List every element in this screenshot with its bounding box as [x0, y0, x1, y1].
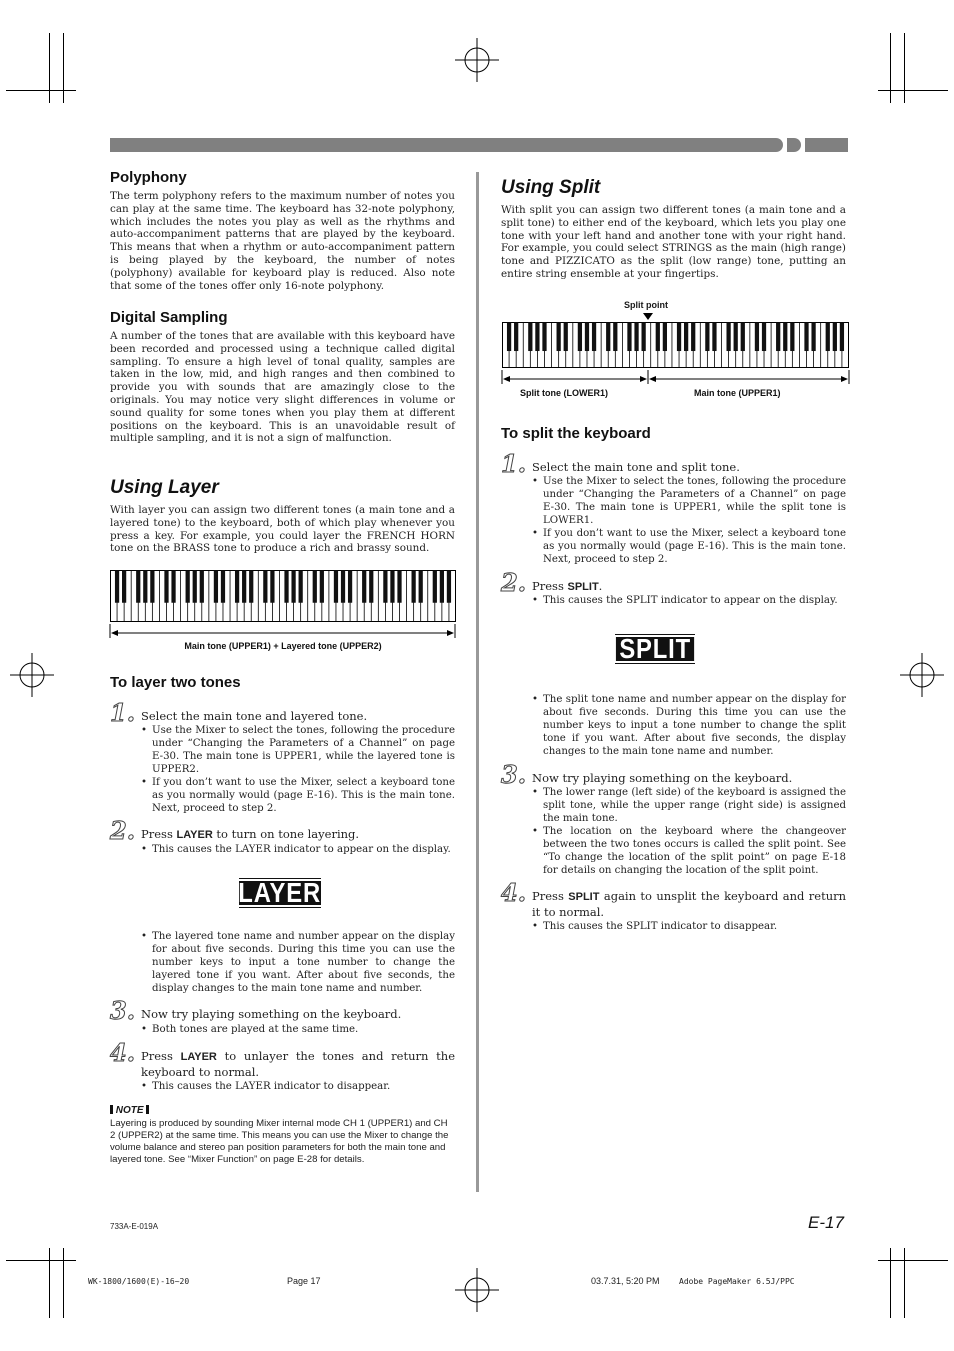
layer-step-4-text: Press LAYER to unlayer the tones and return the keyboard to normal. — [141, 1049, 455, 1079]
layer-keyboard-illustration — [110, 570, 456, 622]
layer-step-3-bullet-1: • Both tones are played at the same time. — [152, 1023, 455, 1036]
split-keyboard-illustration — [502, 322, 849, 368]
black-key — [284, 571, 288, 603]
black-key — [684, 323, 688, 352]
black-key — [790, 323, 794, 352]
split-step-1-bullet-1: • Use the Mixer to select the tones, following the procedure under “Changing the Parameters of a Channel” on page E-30. The main tone is UPPER1, while the split tone is LOWER1. — [543, 475, 846, 527]
split-step-2-bullet-1: • This causes the SPLIT indicator to appear on the display. — [543, 594, 846, 607]
keyboard-frame — [111, 571, 456, 622]
black-key — [242, 571, 246, 603]
black-key — [776, 323, 780, 352]
black-key — [613, 323, 617, 352]
split-point-arrow-icon — [643, 313, 653, 321]
black-key — [606, 323, 610, 352]
black-key — [115, 571, 119, 603]
split-lcd-indicator: SPLIT — [615, 634, 695, 664]
black-key — [291, 571, 295, 603]
black-key — [447, 571, 451, 603]
footer-file: WK-1800/1600(E)-16~20 — [88, 1277, 190, 1286]
layer-step-4-bullet-1: • This causes the LAYER indicator to disappear. — [152, 1080, 455, 1093]
black-key — [270, 571, 274, 603]
registration-mark-icon — [10, 653, 54, 697]
black-key — [585, 323, 589, 352]
layer-two-tones-heading: To layer two tones — [110, 674, 241, 691]
black-key — [564, 323, 568, 352]
black-key — [249, 571, 253, 603]
split-keyboard-heading: To split the keyboard — [501, 425, 651, 442]
split-step-1-number: 1. — [501, 449, 527, 478]
black-key — [627, 323, 631, 352]
black-key — [440, 571, 444, 603]
black-key — [734, 323, 738, 352]
black-key — [804, 323, 808, 352]
black-key — [677, 323, 681, 352]
split-step-1-bullet-2: • If you don’t want to use the Mixer, select a keyboard tone as you normally would (page E-16). This is the main tone. Next, proceed to step 2. — [543, 527, 846, 566]
document-code: 733A-E-019A — [110, 1222, 159, 1231]
layer-step-2-number: 2. — [110, 816, 136, 845]
black-key — [712, 323, 716, 352]
black-key — [383, 571, 387, 603]
registration-mark-icon — [900, 653, 944, 697]
black-key — [164, 571, 168, 603]
split-step-1-text: Select the main tone and split tone. — [532, 460, 740, 474]
black-key — [419, 571, 423, 603]
black-key — [557, 323, 561, 352]
using-layer-text: With layer you can assign two different tones (a main tone and a layered tone) to the keyboard, both of which play whenever you press a key. For example, you could layer the FRENCH HORN tone on the BRASS tone to produce a rich and brassy sound. — [110, 504, 455, 555]
column-divider — [476, 172, 479, 1192]
layer-step-1-number: 1. — [110, 698, 136, 727]
layer-step-2-text: Press LAYER to turn on tone layering. — [141, 827, 360, 841]
using-split-text: With split you can assign two different tones (a main tone and a split tone) to either end of the keyboard, which lets you play one tone with your left hand and another tone with your right hand. For example, you could select STRINGS as the main (high range) tone and PIZZICATO as the split (low range) tone, putting an entire string ensemble at your fingertips. — [501, 204, 846, 280]
polyphony-text: The term polyphony refers to the maximum number of notes you can play at the same time. The keyboard has 32-note polyphony, which includes the notes you play as well as the rhythms and auto-accompaniment patterns that are played by the keyboard. This means that when a rhythm or auto-accompaniment pattern is being played by the keyboard, the number of notes (polyphony) available for keyboard play is reduced. Also note that some of the tones offer only 16-note polyphony. — [110, 190, 455, 292]
black-key — [656, 323, 660, 352]
black-key — [433, 571, 437, 603]
black-key — [193, 571, 197, 603]
split-step-3-number: 3. — [501, 760, 527, 789]
layer-range-arrow — [108, 624, 458, 640]
black-key — [642, 323, 646, 352]
black-key — [320, 571, 324, 603]
split-step-2-bullet-2: • The split tone name and number appear on the display for about five seconds. During this time you can use the number keys to input a tone number to change the split tone if you want. After about five seconds, the display changes to the main tone name and number. — [543, 693, 846, 758]
layer-step-3-number: 3. — [110, 996, 136, 1025]
black-key — [150, 571, 154, 603]
layer-step-1-text: Select the main tone and layered tone. — [141, 709, 368, 723]
split-step-2-number: 2. — [501, 568, 527, 597]
black-key — [762, 323, 766, 352]
black-key — [514, 323, 518, 352]
black-key — [299, 571, 303, 603]
black-key — [705, 323, 709, 352]
black-key — [397, 571, 401, 603]
black-key — [826, 323, 830, 352]
split-upper-caption: Main tone (UPPER1) — [694, 388, 781, 398]
digital-sampling-heading: Digital Sampling — [110, 309, 228, 326]
black-key — [235, 571, 239, 603]
using-split-heading: Using Split — [501, 177, 601, 198]
layer-step-2-bullet-1: • This causes the LAYER indicator to appear on the display. — [152, 843, 455, 856]
footer-app: Adobe PageMaker 6.5J/PPC — [679, 1277, 795, 1286]
layer-step-1-bullet-1: • Use the Mixer to select the tones, following the procedure under “Changing the Parameters of a Channel” on page E-30. The main tone is UPPER1, while the layered tone is UPPER2. — [152, 724, 455, 776]
black-key — [390, 571, 394, 603]
black-key — [214, 571, 218, 603]
note-label: NOTE — [110, 1105, 149, 1116]
split-range-arrows — [500, 370, 852, 386]
black-key — [663, 323, 667, 352]
black-key — [136, 571, 140, 603]
polyphony-heading: Polyphony — [110, 169, 187, 186]
black-key — [741, 323, 745, 352]
black-key — [200, 571, 204, 603]
layer-button-label: LAYER — [176, 829, 213, 841]
split-step-4-bullet-1: • This causes the SPLIT indicator to disappear. — [543, 920, 846, 933]
black-key — [833, 323, 837, 352]
layer-step-1-bullet-2: • If you don’t want to use the Mixer, select a keyboard tone as you normally would (page E-16). This is the main tone. Next, proceed to step 2. — [152, 776, 455, 815]
black-key — [783, 323, 787, 352]
black-key — [840, 323, 844, 352]
digital-sampling-text: A number of the tones that are available with this keyboard have been recorded and processed using a technique called digital sampling. To ensure a high level of tonal quality, samples are taken in the low, mid, and high ranges and then combined to provide you with sounds that are amazingly close to the originals. You may notice very slight differences in volume or sound quality for some tones when you play them at different positions on the keyboard. This is an unavoidable result of multiple sampling, and it is not a sign of malfunction. — [110, 330, 455, 445]
split-step-3-bullet-1: • The lower range (left side) of the keyboard is assigned the split tone, while the upper range (right side) is assigned the main tone. — [543, 786, 846, 825]
black-key — [313, 571, 317, 603]
black-key — [811, 323, 815, 352]
black-key — [341, 571, 345, 603]
black-key — [369, 571, 373, 603]
black-key — [348, 571, 352, 603]
black-key — [143, 571, 147, 603]
split-step-4-number: 4. — [501, 878, 527, 907]
black-key — [691, 323, 695, 352]
layer-step-3-text: Now try playing something on the keyboard. — [141, 1007, 402, 1021]
keyboard-frame — [503, 323, 849, 368]
black-key — [535, 323, 539, 352]
using-layer-heading: Using Layer — [110, 477, 219, 498]
footer-page: Page 17 — [287, 1276, 321, 1286]
black-key — [263, 571, 267, 603]
black-key — [634, 323, 638, 352]
black-key — [186, 571, 190, 603]
black-key — [726, 323, 730, 352]
black-key — [334, 571, 338, 603]
note-text: Layering is produced by sounding Mixer internal mode CH 1 (UPPER1) and CH 2 (UPPER2) at the same time. This means you can use the Mixer to change the volume balance and stereo pan position parameters for both the main tone and layered tone. See “Mixer Function” on page E-28 for details. — [110, 1118, 449, 1165]
black-key — [122, 571, 126, 603]
layer-keyboard-caption: Main tone (UPPER1) + Layered tone (UPPER2) — [184, 641, 382, 651]
layer-step-4-number: 4. — [110, 1038, 136, 1067]
footer-date: 03.7.31, 5:20 PM — [591, 1276, 660, 1286]
layer-step-2-bullet-2: • The layered tone name and number appear on the display for about five seconds. During this time you can use the number keys to input a tone number to change the layered tone if you want. After about five seconds, the display changes to the main tone name and number. — [152, 930, 455, 995]
layer-lcd-indicator: LAYER — [239, 878, 321, 908]
registration-mark-icon — [455, 38, 499, 82]
black-key — [221, 571, 225, 603]
split-step-3-text: Now try playing something on the keyboard. — [532, 771, 793, 785]
black-key — [542, 323, 546, 352]
black-key — [755, 323, 759, 352]
black-key — [412, 571, 416, 603]
page-number: E-17 — [808, 1213, 844, 1232]
split-step-2-text: Press SPLIT. — [532, 579, 603, 593]
black-key — [578, 323, 582, 352]
black-key — [507, 323, 511, 352]
split-point-label: Split point — [624, 300, 668, 310]
black-key — [528, 323, 532, 352]
black-key — [362, 571, 366, 603]
registration-mark-icon — [455, 1268, 499, 1312]
black-key — [592, 323, 596, 352]
split-button-label: SPLIT — [567, 581, 599, 593]
split-step-4-text: Press SPLIT again to unsplit the keyboard and return it to normal. — [532, 889, 847, 919]
split-step-3-bullet-2: • The location on the keyboard where the changeover between the two tones occurs is called the split point. See “To change the location of the split point” on page E-18 for details on changing the location of the split point. — [543, 825, 846, 877]
black-key — [171, 571, 175, 603]
split-lower-caption: Split tone (LOWER1) — [520, 388, 608, 398]
